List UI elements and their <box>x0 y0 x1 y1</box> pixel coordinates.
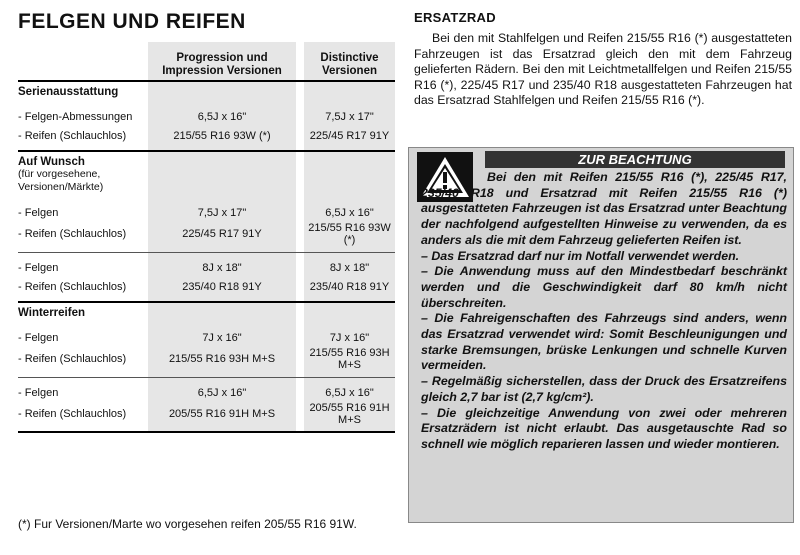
table-cell: - Reifen (Schlauchlos) <box>18 353 127 365</box>
table-row <box>18 258 395 277</box>
table-cell: 7J x 16" <box>304 328 395 347</box>
table-cell: 235/40 R18 91Y <box>304 277 395 296</box>
column-gap <box>296 81 304 101</box>
table-header-row <box>18 42 395 81</box>
table-cell <box>304 151 395 197</box>
column-gap <box>296 126 304 145</box>
table-row <box>18 126 395 145</box>
table-cell: Distinctive Versionen <box>304 42 395 81</box>
table-cell: 6,5J x 16" <box>148 107 296 126</box>
table-cell: - Felgen-Abmessungen <box>18 110 133 123</box>
table-cell <box>18 42 148 81</box>
table-cell: - Reifen (Schlauchlos) <box>18 228 127 240</box>
table-cell: 225/45 R17 91Y <box>304 126 395 145</box>
table-cell <box>304 302 395 322</box>
table-cell: 7,5J x 17" <box>148 203 296 222</box>
column-gap <box>296 107 304 126</box>
table-row <box>18 222 395 246</box>
table-row <box>18 402 395 426</box>
table-cell <box>304 426 395 432</box>
table-cell: 8J x 18" <box>304 258 395 277</box>
section-label: Winterreifen <box>18 307 85 319</box>
section-row <box>18 81 395 101</box>
table-cell: 8J x 18" <box>148 258 296 277</box>
table-row <box>18 347 395 371</box>
table-cell: 215/55 R16 93H M+S <box>304 347 395 371</box>
table-cell <box>148 81 296 101</box>
column-gap <box>296 277 304 296</box>
table-cell: 7J x 16" <box>148 328 296 347</box>
page-title: FELGEN UND REIFEN <box>18 10 246 33</box>
table-cell: 205/55 R16 91H M+S <box>148 402 296 426</box>
warning-paragraph: – Die Fahreigenschaften des Fahrzeugs sind anders, wenn das Ersatzrad verwendet wird: Somit Beschleunigungen und starke Bremsungen, brüske Lenkungen und schnelle Kurven vermeiden. <box>421 311 787 373</box>
section-label: Auf Wunsch <box>18 156 85 168</box>
table-cell: Progression und Impression Versionen <box>148 42 296 81</box>
table-cell <box>148 151 296 197</box>
column-gap <box>296 203 304 222</box>
table-cell: - Reifen (Schlauchlos) <box>18 408 127 420</box>
table-cell: - Reifen (Schlauchlos) <box>18 280 127 293</box>
table-cell: - Felgen <box>18 331 59 344</box>
column-gap <box>296 302 304 322</box>
column-gap <box>296 42 304 81</box>
table-cell <box>18 151 148 197</box>
right-column <box>414 10 792 109</box>
table-cell <box>304 81 395 101</box>
column-gap <box>296 151 304 197</box>
table-cell: - Felgen <box>18 261 59 274</box>
tire-table <box>18 42 395 433</box>
table-cell: - Felgen <box>18 386 59 399</box>
table-cell: 225/45 R17 91Y <box>148 222 296 246</box>
table-row <box>18 328 395 347</box>
warning-paragraph: – Regelmäßig sicherstellen, dass der Druck des Ersatzreifens gleich 2,7 bar ist (2,7 kg/cm²). <box>421 374 787 404</box>
table-row <box>18 277 395 296</box>
column-gap <box>296 402 304 426</box>
section-title: ERSATZRAD <box>414 10 496 25</box>
table-cell <box>18 81 148 101</box>
column-gap <box>296 222 304 246</box>
table-cell: - Felgen <box>18 206 59 219</box>
warning-paragraph: – Das Ersatzrad darf nur im Notfall verwendet werden. <box>421 248 740 263</box>
warning-text <box>421 170 787 453</box>
warning-paragraph: – Die Anwendung muss auf den Mindestbedarf beschränkt werden und die Geschwindigkeit darf 80 km/h nicht überschreiten. <box>421 264 787 310</box>
column-gap <box>296 426 304 432</box>
left-column <box>18 10 395 433</box>
footnote: (*) Fur Versionen/Marte wo vorgesehen reifen 205/55 R16 91W. <box>18 517 357 531</box>
table-cell <box>18 426 148 432</box>
warning-heading: ZUR BEACHTUNG <box>485 151 785 168</box>
table-cell: 6,5J x 16" <box>304 203 395 222</box>
section-row <box>18 302 395 322</box>
table-cell: 235/40 R18 91Y <box>148 277 296 296</box>
table-cell: 6,5J x 16" <box>304 383 395 402</box>
table-cell <box>148 302 296 322</box>
column-gap <box>296 328 304 347</box>
table-cell <box>148 426 296 432</box>
table-row <box>18 107 395 126</box>
table-cell: 6,5J x 16" <box>148 383 296 402</box>
section-sublabel: (für vorgesehene, Versionen/Märkte) <box>18 168 104 193</box>
table-row <box>18 383 395 402</box>
column-gap <box>296 258 304 277</box>
section-row <box>18 151 395 197</box>
spacer-row <box>18 426 395 432</box>
table-cell: 215/55 R16 93W (*) <box>148 126 296 145</box>
table-row <box>18 203 395 222</box>
table-cell: 215/55 R16 93W (*) <box>304 222 395 246</box>
warning-box <box>408 147 794 523</box>
warning-paragraph: Bei den mit Reifen 215/55 R16 (*), 225/45 R17, 235/40 R18 und Ersatzrad mit Reifen 215/55 R16 (*) ausgestatteten Fahrzeugen ist das Ersatzrad unter Beachtung der nachfolgend aufgestellten Hinweise zu verwenden, da es anders als die mit dem Fahrzeug gelieferten Reifen ist. <box>421 170 787 247</box>
table-cell: 205/55 R16 91H M+S <box>304 402 395 426</box>
table-cell <box>18 302 148 322</box>
warning-paragraph: – Die gleichzeitige Anwendung von zwei oder mehreren Ersatzrädern ist nicht erlaubt. Das ausgetauschte Rad so schnell wie möglich reparieren lassen und wieder montieren. <box>421 405 787 451</box>
section-body: Bei den mit Stahlfelgen und Reifen 215/55 R16 (*) ausgestatteten Fahrzeugen ist das Ersatzrad gleich den mit dem Fahrzeug gelieferten Rädern. Bei den mit Leichtmetallfelgen und Reifen 215/55 R16 (*), 225/45 R17 und 235/40 R18 ausgestatteten Fahrzeugen hat das Ersatzrad Stahlfelgen und Reifen 215/55 R16 (*). <box>414 31 792 108</box>
column-gap <box>296 383 304 402</box>
section-label: Serienausstattung <box>18 86 119 98</box>
table-cell: 7,5J x 17" <box>304 107 395 126</box>
table-cell: 215/55 R16 93H M+S <box>148 347 296 371</box>
table-cell: - Reifen (Schlauchlos) <box>18 129 127 142</box>
column-gap <box>296 347 304 371</box>
